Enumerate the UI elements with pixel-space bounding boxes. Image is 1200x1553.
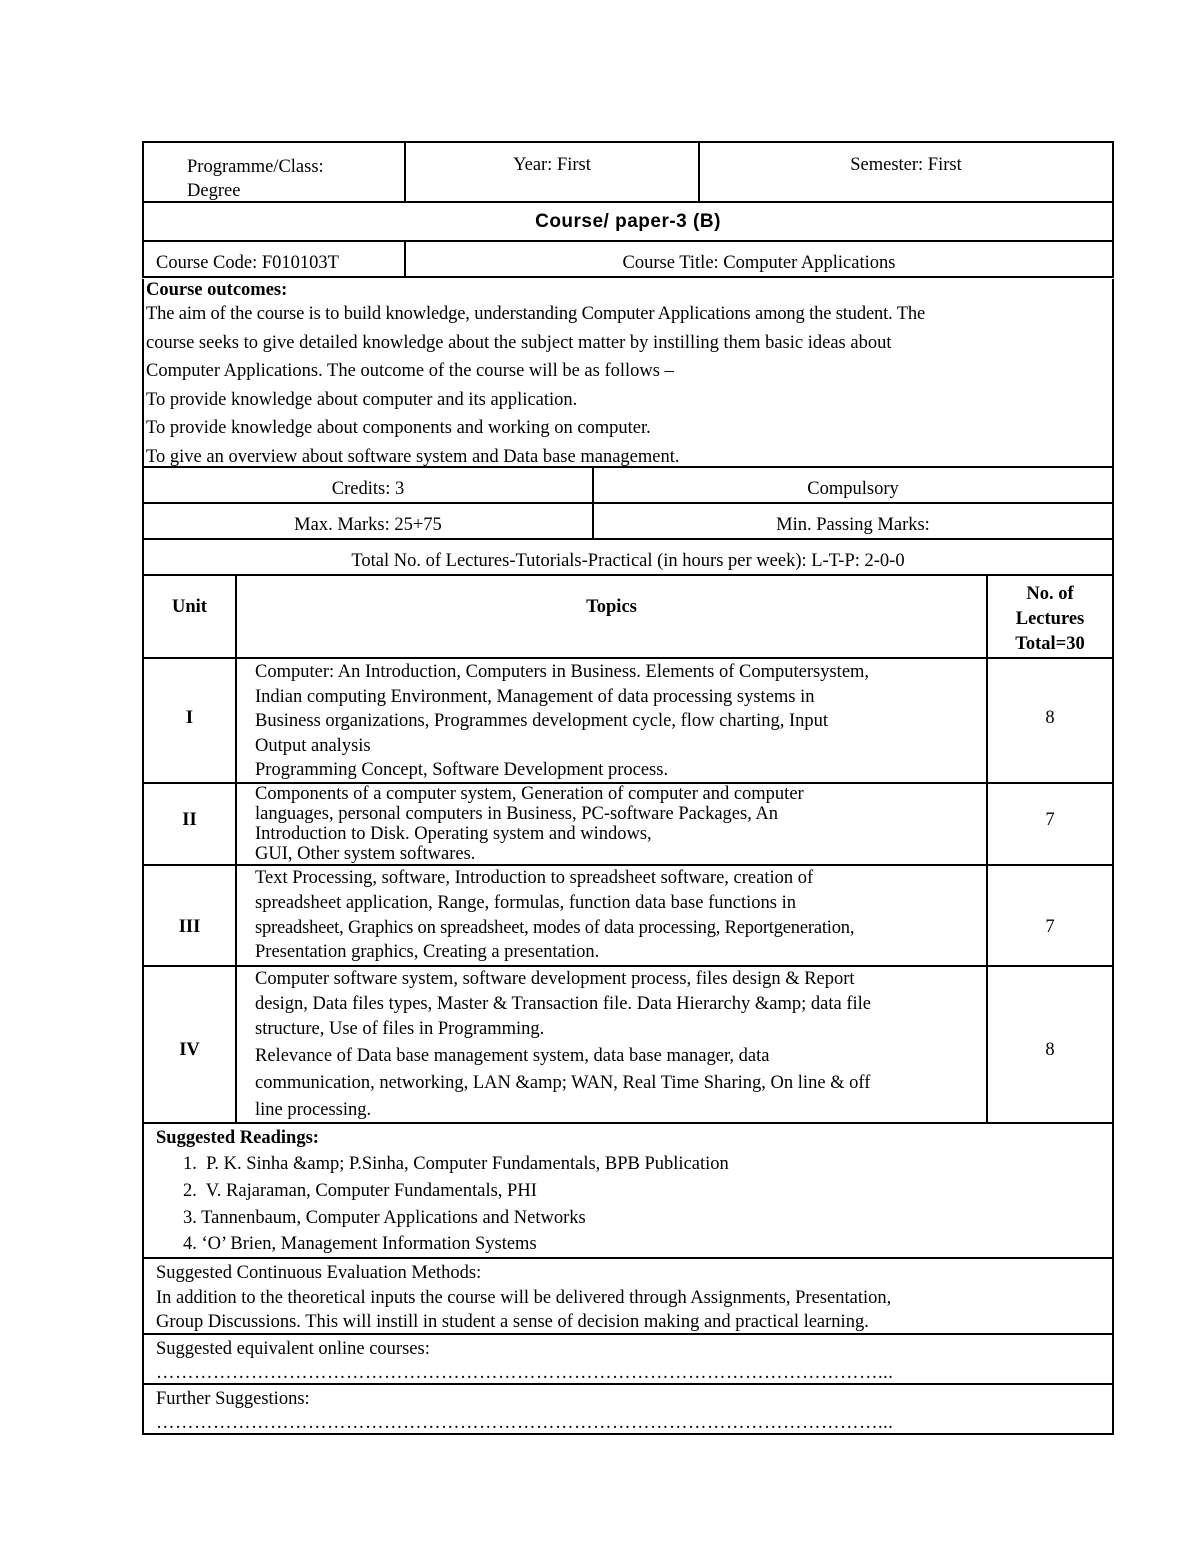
credits-row <box>142 468 1114 504</box>
lecture-count: 8 <box>986 659 1112 782</box>
topic-line: Business organizations, Programmes development cycle, flow charting, Input <box>255 711 829 732</box>
unit-number: II <box>182 810 197 830</box>
topics-column-header: Topics <box>235 576 986 657</box>
semester-text: Semester: First <box>850 155 962 175</box>
credits-text: Credits: 3 <box>331 479 405 499</box>
programme-label: Programme/Class: <box>187 157 324 177</box>
topic-line: Computer: An Introduction, Computers in Business. Elements of Computersystem, <box>255 662 870 682</box>
course-title-cell <box>404 242 1112 276</box>
lecture-count: 7 <box>986 866 1112 965</box>
suggested-readings-block <box>142 1124 1114 1259</box>
topic-line: line processing. <box>255 1100 372 1120</box>
credits-cell <box>144 468 592 502</box>
topic-line: communication, networking, LAN &amp; WAN, Real Time Sharing, On line & off <box>255 1073 871 1093</box>
topic-line: structure, Use of files in Programming. <box>255 1019 545 1039</box>
compulsory-text: Compulsory <box>807 479 899 499</box>
lecture-count: 7 <box>986 784 1112 864</box>
reading-item: 1. P. K. Sinha &amp; P.Sinha, Computer Fundamentals, BPB Publication <box>183 1154 729 1174</box>
outcomes-line: To give an overview about software system and Data base management. <box>146 446 680 467</box>
min-marks-cell <box>592 504 1112 538</box>
reading-item: 3. Tannenbaum, Computer Applications and Networks <box>183 1207 586 1228</box>
course-title: Course Title: Computer Applications <box>622 253 896 273</box>
year-cell <box>404 143 698 201</box>
marks-row <box>142 504 1114 540</box>
course-document <box>142 141 1114 1435</box>
evaluation-line: Group Discussions. This will instill in student a sense of decision making and practical learning. <box>156 1312 869 1332</box>
topic-line: Programming Concept, Software Development process. <box>255 760 669 781</box>
course-code-row <box>142 242 1114 278</box>
table-row <box>142 967 1114 1124</box>
reading-item: 4. ‘O’ Brien, Management Information Systems <box>183 1234 537 1255</box>
unit-topics <box>235 967 986 1122</box>
header-row <box>142 141 1114 203</box>
topic-line: Computer software system, software development process, files design & Report <box>255 969 855 989</box>
topic-line: Introduction to Disk. Operating system and windows, <box>255 824 652 844</box>
lecture-count: 8 <box>986 967 1112 1122</box>
outcomes-line: Computer Applications. The outcome of the course will be as follows – <box>146 361 674 381</box>
topic-line: Text Processing, software, Introduction to spreadsheet software, creation of <box>255 868 814 888</box>
online-courses-heading: Suggested equivalent online courses: <box>156 1339 430 1359</box>
table-row <box>142 866 1114 967</box>
topic-line: GUI, Other system softwares. <box>255 844 476 864</box>
course-paper-row <box>142 203 1114 242</box>
course-outcomes-block <box>142 279 1114 468</box>
topic-line: Indian computing Environment, Management of data processing systems in <box>255 686 815 707</box>
further-suggestions-placeholder: ……………………………………………………………………………………………………... <box>156 1413 894 1433</box>
evaluation-heading: Suggested Continuous Evaluation Methods: <box>156 1263 482 1283</box>
outcomes-line: To provide knowledge about components and working on computer. <box>146 418 651 438</box>
reading-item: 2. V. Rajaraman, Computer Fundamentals, PHI <box>183 1180 537 1201</box>
unit-topics <box>235 659 986 782</box>
outcomes-line: course seeks to give detailed knowledge about the subject matter by instilling them basic ideas about <box>146 332 892 353</box>
unit-topics <box>235 784 986 864</box>
topic-line: languages, personal computers in Business, PC-software Packages, An <box>255 804 779 824</box>
programme-cell <box>144 143 404 201</box>
units-table-header <box>142 576 1114 659</box>
unit-column-header: Unit <box>172 597 207 617</box>
topic-line: spreadsheet application, Range, formulas, function data base functions in <box>255 892 796 913</box>
topic-line: Components of a computer system, Generation of computer and computer <box>255 784 804 804</box>
table-row <box>142 784 1114 866</box>
topic-line: Output analysis <box>255 735 371 756</box>
online-courses-placeholder: ……………………………………………………………………………………………………... <box>156 1363 894 1383</box>
max-marks-text: Max. Marks: 25+75 <box>294 515 442 535</box>
topic-line: spreadsheet, Graphics on spreadsheet, modes of data processing, Reportgeneration, <box>255 917 855 938</box>
table-row <box>142 659 1114 784</box>
topic-line: design, Data files types, Master & Transaction file. Data Hierarchy &amp; data file <box>255 994 871 1014</box>
evaluation-block <box>142 1259 1114 1335</box>
course-paper-title: Course/ paper-3 (B) <box>535 211 721 232</box>
ltp-text: Total No. of Lectures-Tutorials-Practical (in hours per week): L-T-P: 2-0-0 <box>351 551 905 571</box>
further-suggestions-heading: Further Suggestions: <box>156 1389 310 1409</box>
further-suggestions-block <box>142 1385 1114 1435</box>
compulsory-cell <box>592 468 1112 502</box>
course-code-cell <box>144 242 404 276</box>
topic-line: Relevance of Data base management system, data base manager, data <box>255 1046 770 1066</box>
semester-cell <box>698 143 1112 201</box>
unit-topics <box>235 866 986 965</box>
ltp-row <box>142 540 1114 576</box>
unit-number: IV <box>179 1040 200 1060</box>
lectures-column-header: No. of Lectures Total=30 <box>986 576 1112 657</box>
year-text: Year: First <box>513 155 591 175</box>
evaluation-line: In addition to the theoretical inputs the course will be delivered through Assignments, Presentation, <box>156 1287 892 1308</box>
max-marks-cell <box>144 504 592 538</box>
online-courses-block <box>142 1335 1114 1385</box>
outcomes-line: The aim of the course is to build knowledge, understanding Computer Applications among the student. The <box>146 304 926 324</box>
min-marks-text: Min. Passing Marks: <box>776 515 930 535</box>
outcomes-line: To provide knowledge about computer and its application. <box>146 389 578 410</box>
topic-line: Presentation graphics, Creating a presentation. <box>255 942 600 963</box>
course-code: Course Code: F010103T <box>156 253 339 273</box>
outcomes-heading: Course outcomes: <box>146 280 288 300</box>
unit-number: I <box>185 708 194 728</box>
programme-value: Degree <box>187 181 241 201</box>
readings-heading: Suggested Readings: <box>156 1128 319 1148</box>
unit-number: III <box>178 917 201 937</box>
